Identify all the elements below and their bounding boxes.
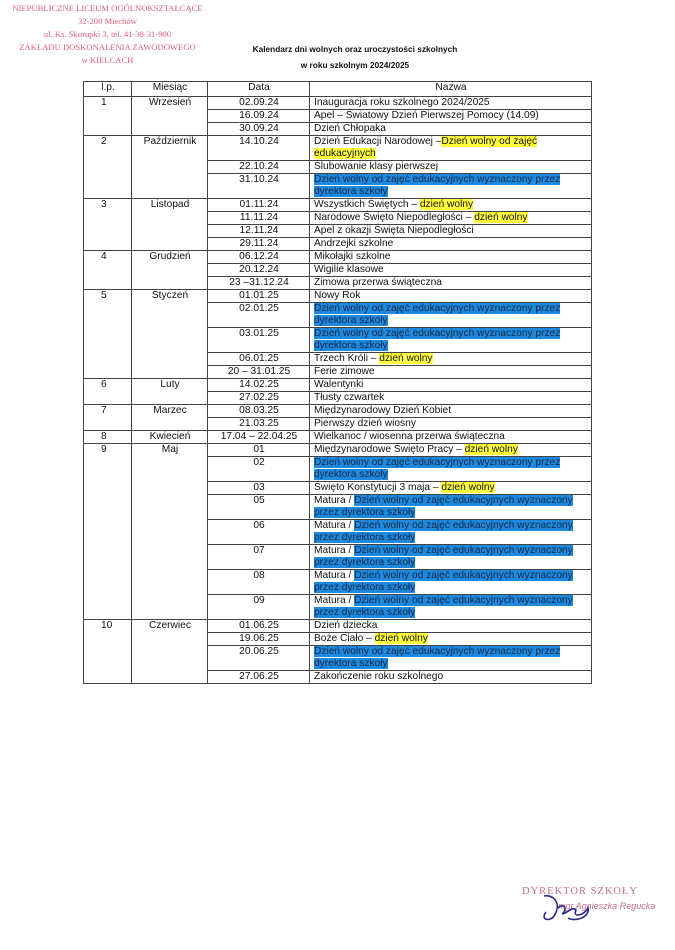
signature-name: mgr Agnieszka Regucka [558, 901, 656, 911]
director-day-off-highlight: Dzień wolny od zajęć edukacyjnych wyznaczony przez dyrektora szkoły [314, 457, 561, 480]
date-cell: 03 [208, 482, 310, 495]
event-name-cell [310, 457, 592, 482]
stamp-line: ul. Ks. Skorupki 3, tel. 41-38-31-900 [43, 29, 172, 39]
header-name: Nazwa [310, 82, 592, 97]
day-off-highlight: dzień wolny [374, 633, 428, 644]
event-text: Ślubowanie klasy pierwszej [314, 161, 439, 172]
header-month: Miesiąc [132, 82, 208, 97]
day-off-highlight: Dzień wolny od zajęć edukacyjnych [314, 136, 538, 159]
month-cell: Maj [132, 444, 208, 620]
table-row [84, 620, 592, 633]
date-cell: 31.10.24 [208, 174, 310, 199]
event-text: Matura / [314, 495, 355, 506]
date-cell: 16.09.24 [208, 110, 310, 123]
date-cell: 06.12.24 [208, 251, 310, 264]
event-name-cell [310, 671, 592, 684]
event-text: Matura / [314, 570, 355, 581]
day-off-highlight: dzień wolny [419, 199, 474, 210]
event-name-cell [310, 366, 592, 379]
date-cell: 17.04 – 22.04.25 [208, 431, 310, 444]
date-cell: 01.06.25 [208, 620, 310, 633]
stamp-line: w KIELCACH [81, 55, 134, 65]
event-text: Święto Konstytucji 3 maja – [314, 482, 442, 493]
header-lp: l.p. [84, 82, 132, 97]
event-name-cell [310, 570, 592, 595]
date-cell: 23 –31.12.24 [208, 277, 310, 290]
date-cell: 14.02.25 [208, 379, 310, 392]
date-cell: 01.01.25 [208, 290, 310, 303]
event-text: Ferie zimowe [314, 366, 375, 377]
title-line-1: Kalendarz dni wolnych oraz uroczystości szkolnych [252, 44, 458, 54]
day-off-highlight: dzień wolny [441, 482, 495, 493]
event-name-cell [310, 595, 592, 620]
date-cell: 09 [208, 595, 310, 620]
month-cell: Luty [132, 379, 208, 405]
event-text: Dzień Edukacji Narodowej – [314, 136, 442, 147]
event-name-cell [310, 482, 592, 495]
calendar-table [83, 81, 592, 684]
event-text: Zimowa przerwa świąteczna [314, 277, 442, 288]
signature-title: DYREKTOR SZKOŁY [522, 886, 639, 897]
event-name-cell [310, 303, 592, 328]
event-text: Matura / [314, 520, 355, 531]
table-row [84, 444, 592, 457]
row-number: 6 [84, 379, 132, 405]
date-cell: 01 [208, 444, 310, 457]
event-text: Pierwszy dzień wiosny [314, 418, 416, 429]
document-title [205, 42, 505, 73]
table-row [84, 199, 592, 212]
director-day-off-highlight: Dzień wolny od zajęć edukacyjnych wyznaczony przez dyrektora szkoły [314, 646, 561, 669]
month-cell: Marzec [132, 405, 208, 431]
event-text: Tłusty czwartek [314, 392, 385, 403]
date-cell: 07 [208, 545, 310, 570]
event-text: Apel – Światowy Dzień Pierwszej Pomocy (14.09) [314, 110, 539, 121]
day-off-highlight: dzień wolny [379, 353, 433, 364]
row-number: 1 [84, 97, 132, 136]
event-name-cell [310, 405, 592, 418]
date-cell: 20 – 31.01.25 [208, 366, 310, 379]
month-cell: Wrzesień [132, 97, 208, 136]
event-name-cell [310, 379, 592, 392]
event-name-cell [310, 353, 592, 366]
month-cell: Październik [132, 136, 208, 199]
date-cell: 29.11.24 [208, 238, 310, 251]
date-cell: 02.09.24 [208, 97, 310, 110]
table-row [84, 290, 592, 303]
date-cell: 06.01.25 [208, 353, 310, 366]
row-number: 10 [84, 620, 132, 684]
event-text: Dzień dziecka [314, 620, 378, 631]
event-name-cell [310, 264, 592, 277]
stamp-line: ZAKŁADU DOSKONALENIA ZAWODOWEGO [19, 42, 196, 52]
director-day-off-highlight: Dzień wolny od zajęć edukacyjnych wyznaczony przez dyrektora szkoły [314, 328, 561, 351]
event-text: Wielkanoc / wiosenna przerwa świąteczna [314, 431, 505, 442]
month-cell: Czerwiec [132, 620, 208, 684]
event-text: Walentynki [314, 379, 364, 390]
date-cell: 12.11.24 [208, 225, 310, 238]
event-text: Międzynarodowy Dzień Kobiet [314, 405, 452, 416]
event-text: Wigilie klasowe [314, 264, 384, 275]
event-name-cell [310, 545, 592, 570]
handwritten-signature [532, 890, 612, 926]
event-name-cell [310, 431, 592, 444]
table-row [84, 431, 592, 444]
director-day-off-highlight: Dzień wolny od zajęć edukacyjnych wyznaczony przez dyrektora szkoły [314, 520, 573, 543]
date-cell: 03.01.25 [208, 328, 310, 353]
director-day-off-highlight: Dzień wolny od zajęć edukacyjnych wyznaczony przez dyrektora szkoły [314, 174, 561, 197]
table-row [84, 251, 592, 264]
date-cell: 27.06.25 [208, 671, 310, 684]
event-text: Wszystkich Świętych – [314, 199, 420, 210]
table-row [84, 405, 592, 418]
date-cell: 20.06.25 [208, 646, 310, 671]
event-name-cell [310, 161, 592, 174]
event-text: Matura / [314, 545, 355, 556]
signature-block [522, 886, 662, 911]
month-cell: Kwiecień [132, 431, 208, 444]
event-text: Zakończenie roku szkolnego [314, 671, 444, 682]
event-name-cell [310, 277, 592, 290]
date-cell: 02.01.25 [208, 303, 310, 328]
event-name-cell [310, 225, 592, 238]
date-cell: 21.03.25 [208, 418, 310, 431]
month-cell: Grudzień [132, 251, 208, 290]
event-name-cell [310, 251, 592, 264]
date-cell: 05 [208, 495, 310, 520]
row-number: 7 [84, 405, 132, 431]
date-cell: 11.11.24 [208, 212, 310, 225]
table-row [84, 97, 592, 110]
event-name-cell [310, 110, 592, 123]
director-day-off-highlight: Dzień wolny od zajęć edukacyjnych wyznaczony przez dyrektora szkoły [314, 570, 573, 593]
event-name-cell [310, 97, 592, 110]
date-cell: 19.06.25 [208, 633, 310, 646]
event-name-cell [310, 633, 592, 646]
director-day-off-highlight: Dzień wolny od zajęć edukacyjnych wyznaczony przez dyrektora szkoły [314, 595, 573, 618]
table-body [84, 97, 592, 684]
table-row [84, 379, 592, 392]
event-name-cell [310, 123, 592, 136]
date-cell: 08.03.25 [208, 405, 310, 418]
event-name-cell [310, 212, 592, 225]
event-text: Trzech Króli – [314, 353, 380, 364]
event-name-cell [310, 199, 592, 212]
director-day-off-highlight: Dzień wolny od zajęć edukacyjnych wyznaczony przez dyrektora szkoły [314, 303, 561, 326]
month-cell: Styczeń [132, 290, 208, 379]
event-text: Nowy Rok [314, 290, 361, 301]
date-cell: 06 [208, 520, 310, 545]
row-number: 5 [84, 290, 132, 379]
date-cell: 20.12.24 [208, 264, 310, 277]
date-cell: 08 [208, 570, 310, 595]
month-cell: Listopad [132, 199, 208, 251]
date-cell: 22.10.24 [208, 161, 310, 174]
event-text: Dzień Chłopaka [314, 123, 386, 134]
event-name-cell [310, 290, 592, 303]
event-text: Boże Ciało – [314, 633, 375, 644]
event-name-cell [310, 620, 592, 633]
event-text: Inauguracja roku szkolnego 2024/2025 [314, 97, 490, 108]
director-day-off-highlight: Dzień wolny od zajęć edukacyjnych wyznaczony przez dyrektora szkoły [314, 545, 573, 568]
day-off-highlight: dzień wolny [474, 212, 528, 223]
event-name-cell [310, 418, 592, 431]
event-name-cell [310, 646, 592, 671]
event-name-cell [310, 238, 592, 251]
event-text: Andrzejki szkolne [314, 238, 394, 249]
date-cell: 14.10.24 [208, 136, 310, 161]
event-text: Międzynarodowe Święto Pracy – [314, 444, 465, 455]
row-number: 9 [84, 444, 132, 620]
event-name-cell [310, 495, 592, 520]
row-number: 4 [84, 251, 132, 290]
date-cell: 30.09.24 [208, 123, 310, 136]
event-name-cell [310, 174, 592, 199]
event-text: Mikołajki szkolne [314, 251, 391, 262]
date-cell: 01.11.24 [208, 199, 310, 212]
event-name-cell [310, 328, 592, 353]
event-name-cell [310, 444, 592, 457]
title-line-2: w roku szkolnym 2024/2025 [300, 59, 410, 70]
event-text: Matura / [314, 595, 355, 606]
row-number: 2 [84, 136, 132, 199]
date-cell: 27.02.25 [208, 392, 310, 405]
row-number: 8 [84, 431, 132, 444]
row-number: 3 [84, 199, 132, 251]
school-stamp [0, 2, 215, 67]
event-name-cell [310, 392, 592, 405]
stamp-line: 32-200 Miechów [78, 16, 137, 26]
table-row [84, 136, 592, 161]
event-text: Apel z okazji Święta Niepodległości [314, 225, 474, 236]
table-header-row [84, 82, 592, 97]
director-day-off-highlight: Dzień wolny od zajęć edukacyjnych wyznaczony przez dyrektora szkoły [314, 495, 573, 518]
event-text: Narodowe Święto Niepodległości – [314, 212, 475, 223]
event-name-cell [310, 136, 592, 161]
header-date: Data [208, 82, 310, 97]
day-off-highlight: dzień wolny [464, 444, 518, 455]
stamp-line: NIEPUBLICZNE LICEUM OGÓLNOKSZTAŁCĄCE [12, 3, 203, 13]
date-cell: 02 [208, 457, 310, 482]
event-name-cell [310, 520, 592, 545]
